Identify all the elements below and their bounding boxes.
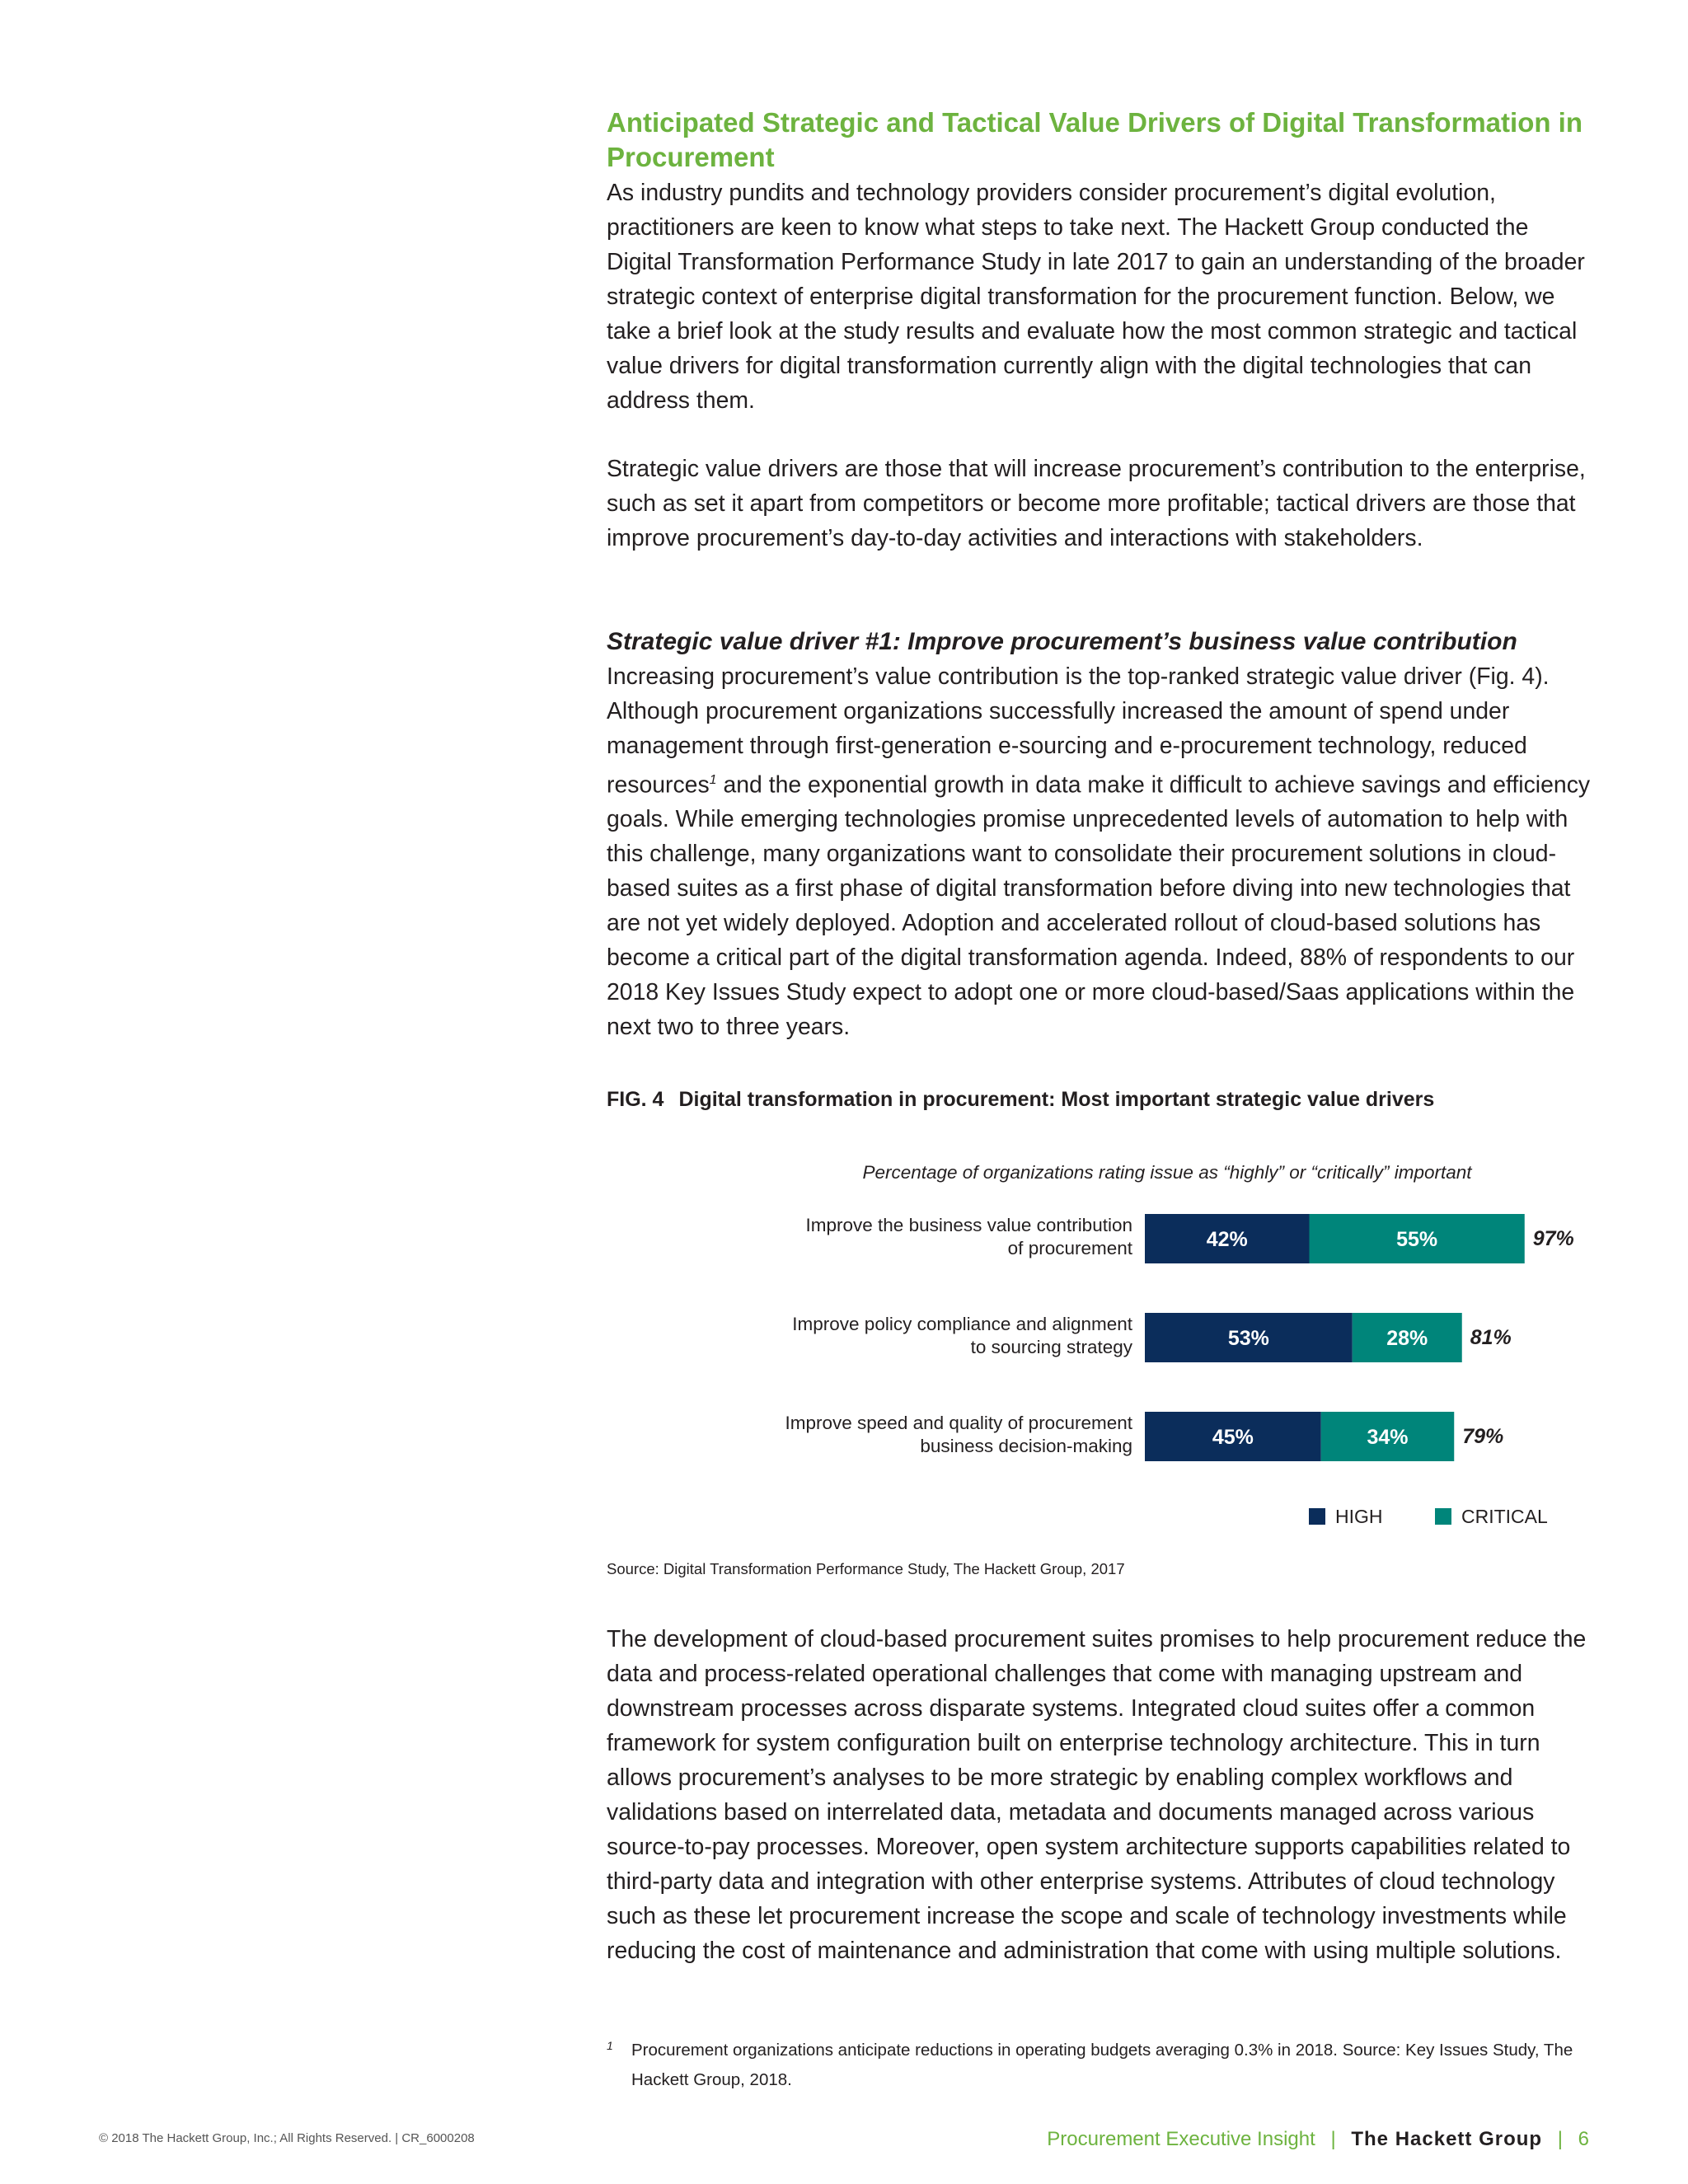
page-footer (1047, 2128, 1589, 2151)
figure-source: Source: Digital Transformation Performance Study, The Hackett Group, 2017 (607, 1560, 1125, 1577)
footnote-reference: 1 (709, 773, 717, 787)
figure-title (607, 1086, 1596, 1113)
chart-subtitle: Percentage of organizations rating issue as “highly” or “critically” important (862, 1162, 1472, 1183)
footnote-text: Procurement organizations anticipate reductions in operating budgets averaging 0.3% in 2018. Source: Key Issues Study, The Hackett Group, 2018. (631, 2041, 1573, 2089)
bar-value-label: 45% (1212, 1426, 1254, 1449)
figure-caption: Digital transformation in procurement: Most important strategic value drivers (678, 1088, 1435, 1111)
strategic-driver-text-b: and the exponential growth in data make it difficult to achieve savings and efficiency goals. While emerging technologies promise unprecedented levels of automation to help with this challenge, many organizations want to consolidate their procurement solutions in cloud-based suites as a first phase of digital transformation before diving into new technologies that are not yet widely deployed. Adoption and accelerated rollout of cloud-based solutions has become a critical part of the digital transformation agenda. Indeed, 88% of respondents to our 2018 Key Issues Study expect to adopt one or more cloud-based/Saas applications within the next two to three years. (607, 771, 1591, 1041)
category-label: Improve speed and quality of procurement (785, 1413, 1132, 1433)
legend-label-high: HIGH (1335, 1506, 1383, 1527)
footnote (607, 2036, 1596, 2095)
category-label: Improve policy compliance and alignment (792, 1314, 1132, 1334)
intro-paragraph: As industry pundits and technology providers consider procurement’s digital evolution, practitioners are keen to know what steps to take next. The Hackett Group conducted the Digital Transformation Performance Study in late 2017 to gain an understanding of the broader strategic context of enterprise digital transformation for the procurement function. Below, we take a brief look at the study results and evaluate how the most common strategic and tactical value drivers for digital transformation currently align with the digital technologies that can address them. (607, 180, 1585, 414)
bar-value-label: 53% (1227, 1327, 1269, 1350)
cloud-suites-paragraph: The development of cloud-based procurement suites promises to help procurement reduce the data and process-related operational challenges that come with managing upstream and downstream processes across disparate systems. Integrated cloud suites offer a common framework for system configuration built on enterprise technology architecture. This in turn allows procurement’s analyses to be more strategic by enabling complex workflows and validations based on interrelated data, metadata and documents managed across various source-to-pay processes. Moreover, open system architecture supports capabilities related to third-party data and integration with other enterprise systems. Attributes of cloud technology such as these let procurement increase the scope and scale of technology investments while reducing the cost of maintenance and administration that come with using multiple solutions. (607, 1626, 1587, 1964)
footer-separator: | (1330, 2128, 1336, 2150)
category-label: of procurement (1007, 1238, 1132, 1258)
category-label: to sourcing strategy (970, 1337, 1132, 1357)
strategic-driver-paragraph (607, 659, 1596, 1044)
legend-swatch-critical (1435, 1508, 1451, 1525)
copyright-notice: © 2018 The Hackett Group, Inc.; All Rights Reserved. | CR_6000208 (99, 2131, 475, 2145)
strategic-driver-subhead: Strategic value driver #1: Improve procurement’s business value contribution (607, 628, 1517, 655)
stacked-bar-chart (607, 1146, 1612, 1541)
total-value-label: 79% (1462, 1425, 1504, 1448)
legend-swatch-high (1309, 1508, 1325, 1525)
total-value-label: 81% (1470, 1326, 1512, 1349)
bar-value-label: 34% (1367, 1426, 1409, 1449)
footnote-marker: 1 (607, 2039, 613, 2052)
page-number: 6 (1578, 2128, 1589, 2150)
bar-value-label: 42% (1206, 1228, 1248, 1251)
section-heading: Anticipated Strategic and Tactical Value Drivers of Digital Transformation in Procurement (607, 107, 1583, 172)
legend-label-critical: CRITICAL (1461, 1506, 1548, 1527)
category-label: business decision-making (920, 1436, 1132, 1456)
bar-value-label: 28% (1386, 1327, 1428, 1350)
total-value-label: 97% (1532, 1227, 1574, 1250)
publication-name: Procurement Executive Insight (1047, 2128, 1315, 2150)
strategic-driver-text-a: Increasing procurement’s value contribution is the top-ranked strategic value driver (Fig. 4). Although procurement organizations successfully increased the amount of spend under management through first-generation e-sourcing and e-procurement technology, reduced resources (607, 663, 1550, 799)
category-label: Improve the business value contribution (805, 1215, 1132, 1235)
bar-value-label: 55% (1396, 1228, 1438, 1251)
figure-number: FIG. 4 (607, 1088, 664, 1111)
brand-name: The Hackett Group (1351, 2128, 1543, 2150)
footer-separator: | (1557, 2128, 1563, 2150)
value-drivers-paragraph: Strategic value drivers are those that will increase procurement’s contribution to the enterprise, such as set it apart from competitors or become more profitable; tactical drivers are those that improve procurement’s day-to-day activities and interactions with stakeholders. (607, 456, 1586, 551)
